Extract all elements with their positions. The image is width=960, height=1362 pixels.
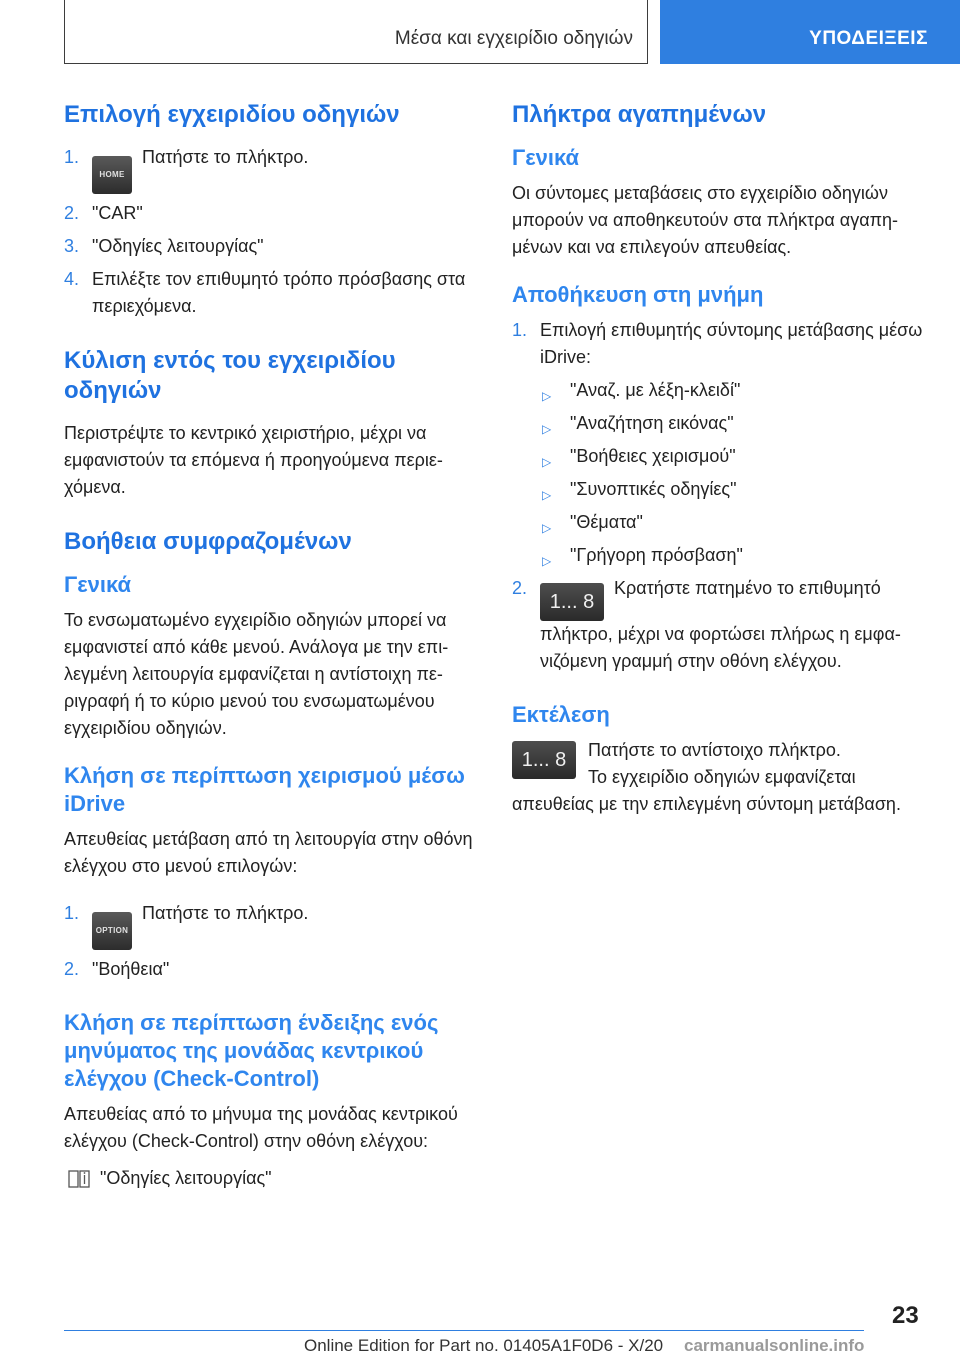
list-item: ▷ "Αναζ. με λέξη-κλειδί" — [540, 377, 932, 404]
subheading-general: Γενικά — [512, 145, 580, 170]
manual-link-row — [64, 1165, 484, 1192]
context-help-text: Το ενσωματωμένο εγχειρίδιο οδηγιών μπορεί να εμφανιστεί από κάθε μενού. Ανάλογα με την επιλεγμένη λειτουργία εμφανίζεται η αντίστοιχη περιγραφή ή το κύριο μενού του ενσωματωμένου εγχειριδίου οδηγιών. — [64, 610, 449, 738]
idrive-text: Απευθείας μετάβαση από τη λειτουργία στην οθόνη ελέγχου στο μενού επιλογών: — [64, 829, 473, 876]
triangle-right-icon: ▷ — [542, 422, 552, 436]
step-item — [512, 575, 932, 675]
header-title: Μέσα και εγχειρίδιο οδηγιών — [394, 28, 633, 49]
subheading-general: Γενικά — [64, 572, 132, 597]
triangle-right-icon: ▷ — [542, 521, 552, 535]
triangle-right-icon: ▷ — [542, 389, 552, 403]
list-item: ▷ "Βοήθειες χειρισμού" — [540, 443, 932, 470]
step-number: 1. — [64, 903, 80, 923]
step-item — [64, 956, 484, 983]
section-tab[interactable] — [660, 0, 960, 64]
header-title-box — [64, 0, 648, 64]
manual-link-text: "Οδηγίες λειτουργίας" — [100, 1168, 272, 1188]
step-item — [64, 266, 484, 320]
favorite-key-icon: 1... 8 — [540, 583, 604, 621]
list-item: ▷ "Αναζήτηση εικόνας" — [540, 410, 932, 437]
subheading-idrive: Κλήση σε περίπτωση χειρισμού μέσω iDrive — [64, 763, 465, 816]
favorites-text: Οι σύντομες μεταβάσεις στο εγχειρίδιο οδηγιών μπορούν να αποθηκευτούν στα πλήκτρα αγαπημένων και να επιλεγούν απευθείας. — [512, 183, 899, 257]
step-text: Επιλογή επιθυμητής σύντομης μετάβασης μέσω iDrive: — [540, 320, 923, 367]
step-number: 2. — [512, 578, 528, 598]
left-column — [64, 100, 484, 1192]
step-number: 1. — [64, 147, 80, 167]
footer-edition: Online Edition for Part no. 01405A1F0D6 - X/20 — [304, 1336, 664, 1355]
execute-text-1: Πατήστε το αντίστοιχο πλήκτρο. — [588, 740, 841, 760]
list-item: ▷ "Γρήγορη πρόσβαση" — [540, 542, 932, 569]
step-number: 1. — [512, 320, 528, 340]
scroll-manual-text: Περιστρέψτε το κεντρικό χειριστήριο, μέχρι να εμφανιστούν τα επόμενα ή προηγούμενα περιεχόμενα. — [64, 423, 443, 497]
step-text: Επιλέξτε τον επιθυμητό τρόπο πρόσβασης στα περιεχόμενα. — [92, 269, 466, 316]
select-manual-steps — [64, 144, 484, 320]
execute-text-2: Το εγχειρίδιο οδηγιών εμφανίζεται απευθείας με την επιλεγμένη σύντομη μετάβαση. — [512, 767, 901, 814]
step-item — [512, 317, 932, 569]
triangle-right-icon: ▷ — [542, 455, 552, 469]
section-tab-label: ΥΠΟΔΕΙΞΕΙΣ — [809, 28, 928, 49]
list-item: ▷ "Θέματα" — [540, 509, 932, 536]
option-key-icon: OPTION — [92, 912, 132, 950]
idrive-steps — [64, 900, 484, 983]
heading-favorite-keys: Πλήκτρα αγαπημένων — [512, 101, 767, 128]
execute-block — [512, 737, 932, 818]
step-text: Πατήστε το πλήκτρο. — [142, 147, 309, 167]
step-item — [64, 233, 484, 260]
step-text: "Οδηγίες λειτουργίας" — [92, 236, 264, 256]
step-item — [64, 200, 484, 227]
subheading-check-control: Κλήση σε περίπτωση ένδειξης ενός μηνύματος της μονάδας κεντρικού ελέγχου (Check-Control) — [64, 1010, 439, 1091]
favorite-key-icon: 1... 8 — [512, 741, 576, 779]
page-number: 23 — [892, 1302, 919, 1329]
step-number: 2. — [64, 203, 80, 223]
watermark: carmanualsonline.info — [684, 1336, 865, 1355]
step-item — [64, 900, 484, 950]
book-icon — [68, 1169, 90, 1197]
step-text: Πατήστε το πλήκτρο. — [142, 903, 309, 923]
triangle-right-icon: ▷ — [542, 554, 552, 568]
check-control-text: Απευθείας από το μήνυμα της μονάδας κεντρικού ελέγχου (Check-Control) στην οθόνη ελέγχου: — [64, 1104, 458, 1151]
list-item: ▷ "Συνοπτικές οδηγίες" — [540, 476, 932, 503]
right-column — [512, 100, 932, 818]
step-number: 4. — [64, 269, 80, 289]
heading-scroll-manual: Κύλιση εντός του εγχειριδίου οδηγιών — [64, 347, 396, 404]
step-text: "Βοήθεια" — [92, 959, 170, 979]
triangle-right-icon: ▷ — [542, 488, 552, 502]
step-text: "CAR" — [92, 203, 143, 223]
heading-context-help: Βοήθεια συμφραζομένων — [64, 528, 352, 555]
subheading-store: Αποθήκευση στη μνήμη — [512, 282, 764, 307]
step-text: Κρατήστε πατημένο το επιθυμητό πλήκτρο, μέχρι να φορτώσει πλήρως η εμφανιζόμενη γραμμή στην οθόνη ελέγχου. — [540, 578, 901, 671]
heading-select-manual: Επιλογή εγχειριδίου οδηγιών — [64, 101, 400, 128]
step-item — [64, 144, 484, 194]
store-steps — [512, 317, 932, 675]
subheading-execute: Εκτέλεση — [512, 702, 610, 727]
step-number: 3. — [64, 236, 80, 256]
shortcut-options — [540, 377, 932, 569]
footer-divider — [64, 1330, 864, 1331]
home-key-icon: HOME — [92, 156, 132, 194]
step-number: 2. — [64, 959, 80, 979]
